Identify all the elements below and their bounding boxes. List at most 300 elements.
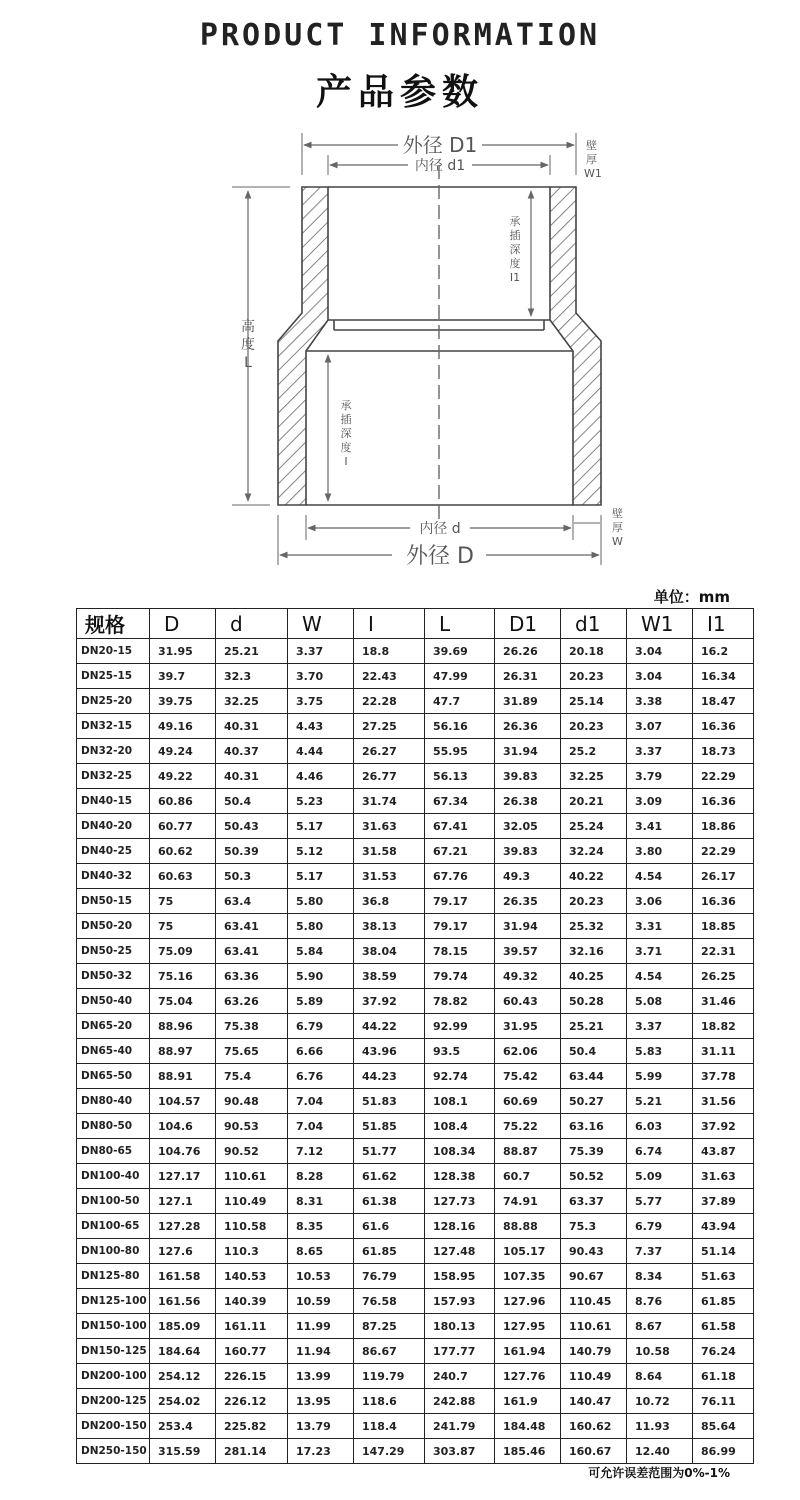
value-cell: 22.29 — [693, 764, 754, 789]
socket-depth-bottom-2: 插 — [340, 413, 352, 426]
spec-cell: DN50-15 — [77, 889, 150, 914]
value-cell: 31.95 — [495, 1014, 561, 1039]
value-cell: 6.76 — [288, 1064, 354, 1089]
value-cell: 26.35 — [495, 889, 561, 914]
spec-cell: DN100-80 — [77, 1239, 150, 1264]
value-cell: 67.34 — [425, 789, 495, 814]
value-cell: 79.17 — [425, 889, 495, 914]
column-header: W — [288, 609, 354, 639]
value-cell: 160.62 — [561, 1414, 627, 1439]
value-cell: 93.5 — [425, 1039, 495, 1064]
value-cell: 63.16 — [561, 1114, 627, 1139]
left-wall — [278, 187, 328, 505]
table-row — [77, 1314, 754, 1339]
value-cell: 18.73 — [693, 739, 754, 764]
value-cell: 39.83 — [495, 839, 561, 864]
table-row — [77, 664, 754, 689]
value-cell: 16.34 — [693, 664, 754, 689]
value-cell: 10.58 — [627, 1339, 693, 1364]
value-cell: 86.67 — [354, 1339, 425, 1364]
table-row — [77, 1114, 754, 1139]
value-cell: 50.43 — [216, 814, 288, 839]
column-header: 规格 — [77, 609, 150, 639]
value-cell: 108.4 — [425, 1114, 495, 1139]
value-cell: 78.82 — [425, 989, 495, 1014]
value-cell: 10.53 — [288, 1264, 354, 1289]
value-cell: 107.35 — [495, 1264, 561, 1289]
spec-cell: DN40-20 — [77, 814, 150, 839]
value-cell: 60.62 — [150, 839, 216, 864]
value-cell: 26.25 — [693, 964, 754, 989]
table-row — [77, 1239, 754, 1264]
value-cell: 161.58 — [150, 1264, 216, 1289]
value-cell: 43.94 — [693, 1214, 754, 1239]
value-cell: 75.22 — [495, 1114, 561, 1139]
value-cell: 32.16 — [561, 939, 627, 964]
value-cell: 110.58 — [216, 1214, 288, 1239]
height-label-2: 度 — [241, 337, 255, 353]
value-cell: 108.34 — [425, 1139, 495, 1164]
value-cell: 56.13 — [425, 764, 495, 789]
value-cell: 32.05 — [495, 814, 561, 839]
value-cell: 60.77 — [150, 814, 216, 839]
value-cell: 4.46 — [288, 764, 354, 789]
value-cell: 60.69 — [495, 1089, 561, 1114]
value-cell: 140.53 — [216, 1264, 288, 1289]
value-cell: 75.4 — [216, 1064, 288, 1089]
spec-cell: DN65-50 — [77, 1064, 150, 1089]
value-cell: 38.59 — [354, 964, 425, 989]
value-cell: 16.36 — [693, 789, 754, 814]
value-cell: 5.99 — [627, 1064, 693, 1089]
value-cell: 226.15 — [216, 1364, 288, 1389]
value-cell: 90.67 — [561, 1264, 627, 1289]
value-cell: 3.38 — [627, 689, 693, 714]
table-row — [77, 639, 754, 664]
spec-cell: DN100-65 — [77, 1214, 150, 1239]
table-row — [77, 739, 754, 764]
value-cell: 26.36 — [495, 714, 561, 739]
table-row — [77, 1039, 754, 1064]
table-row — [77, 1139, 754, 1164]
value-cell: 51.85 — [354, 1114, 425, 1139]
value-cell: 3.41 — [627, 814, 693, 839]
value-cell: 3.07 — [627, 714, 693, 739]
value-cell: 49.24 — [150, 739, 216, 764]
value-cell: 51.14 — [693, 1239, 754, 1264]
value-cell: 50.4 — [561, 1039, 627, 1064]
value-cell: 184.48 — [495, 1414, 561, 1439]
table-row — [77, 789, 754, 814]
value-cell: 63.36 — [216, 964, 288, 989]
value-cell: 44.23 — [354, 1064, 425, 1089]
value-cell: 110.49 — [561, 1364, 627, 1389]
value-cell: 22.28 — [354, 689, 425, 714]
spec-cell: DN20-15 — [77, 639, 150, 664]
column-header: W1 — [627, 609, 693, 639]
value-cell: 40.37 — [216, 739, 288, 764]
table-row — [77, 914, 754, 939]
value-cell: 118.4 — [354, 1414, 425, 1439]
value-cell: 38.04 — [354, 939, 425, 964]
inner-dia-top-label: 内径 d1 — [414, 158, 466, 174]
spec-cell: DN125-80 — [77, 1264, 150, 1289]
value-cell: 3.04 — [627, 639, 693, 664]
spec-cell: DN50-25 — [77, 939, 150, 964]
value-cell: 5.77 — [627, 1189, 693, 1214]
reducer-diagram — [0, 125, 800, 585]
spec-cell: DN40-32 — [77, 864, 150, 889]
column-header: I — [354, 609, 425, 639]
value-cell: 37.92 — [693, 1114, 754, 1139]
column-header: I1 — [693, 609, 754, 639]
value-cell: 5.23 — [288, 789, 354, 814]
value-cell: 40.31 — [216, 764, 288, 789]
table-row — [77, 1289, 754, 1314]
value-cell: 11.93 — [627, 1414, 693, 1439]
socket-depth-bottom-4: 度 — [340, 441, 352, 454]
value-cell: 119.79 — [354, 1364, 425, 1389]
value-cell: 5.89 — [288, 989, 354, 1014]
value-cell: 6.03 — [627, 1114, 693, 1139]
value-cell: 67.21 — [425, 839, 495, 864]
column-header: D1 — [495, 609, 561, 639]
table-row — [77, 1339, 754, 1364]
column-header: D — [150, 609, 216, 639]
value-cell: 140.47 — [561, 1389, 627, 1414]
value-cell: 67.41 — [425, 814, 495, 839]
value-cell: 31.74 — [354, 789, 425, 814]
value-cell: 105.17 — [495, 1239, 561, 1264]
socket-depth-top-5: I1 — [509, 271, 521, 284]
value-cell: 50.4 — [216, 789, 288, 814]
value-cell: 60.63 — [150, 864, 216, 889]
value-cell: 8.76 — [627, 1289, 693, 1314]
value-cell: 37.92 — [354, 989, 425, 1014]
value-cell: 51.77 — [354, 1139, 425, 1164]
value-cell: 118.6 — [354, 1389, 425, 1414]
value-cell: 88.91 — [150, 1064, 216, 1089]
table-row — [77, 1214, 754, 1239]
value-cell: 184.64 — [150, 1339, 216, 1364]
value-cell: 62.06 — [495, 1039, 561, 1064]
value-cell: 161.9 — [495, 1389, 561, 1414]
value-cell: 3.37 — [627, 739, 693, 764]
table-row — [77, 1064, 754, 1089]
value-cell: 63.4 — [216, 889, 288, 914]
value-cell: 7.37 — [627, 1239, 693, 1264]
value-cell: 61.6 — [354, 1214, 425, 1239]
value-cell: 43.87 — [693, 1139, 754, 1164]
value-cell: 185.09 — [150, 1314, 216, 1339]
value-cell: 158.95 — [425, 1264, 495, 1289]
value-cell: 47.99 — [425, 664, 495, 689]
value-cell: 60.86 — [150, 789, 216, 814]
value-cell: 127.48 — [425, 1239, 495, 1264]
value-cell: 60.7 — [495, 1164, 561, 1189]
value-cell: 79.74 — [425, 964, 495, 989]
value-cell: 51.63 — [693, 1264, 754, 1289]
value-cell: 39.69 — [425, 639, 495, 664]
value-cell: 90.43 — [561, 1239, 627, 1264]
value-cell: 92.74 — [425, 1064, 495, 1089]
value-cell: 177.77 — [425, 1339, 495, 1364]
value-cell: 127.1 — [150, 1189, 216, 1214]
value-cell: 127.6 — [150, 1239, 216, 1264]
value-cell: 40.31 — [216, 714, 288, 739]
value-cell: 75 — [150, 889, 216, 914]
height-label-3: L — [244, 355, 252, 371]
value-cell: 39.75 — [150, 689, 216, 714]
value-cell: 5.08 — [627, 989, 693, 1014]
value-cell: 51.83 — [354, 1089, 425, 1114]
value-cell: 13.95 — [288, 1389, 354, 1414]
value-cell: 127.73 — [425, 1189, 495, 1214]
value-cell: 11.99 — [288, 1314, 354, 1339]
value-cell: 75 — [150, 914, 216, 939]
value-cell: 26.77 — [354, 764, 425, 789]
value-cell: 26.27 — [354, 739, 425, 764]
value-cell: 226.12 — [216, 1389, 288, 1414]
value-cell: 242.88 — [425, 1389, 495, 1414]
value-cell: 22.29 — [693, 839, 754, 864]
value-cell: 37.89 — [693, 1189, 754, 1214]
value-cell: 3.37 — [627, 1014, 693, 1039]
outer-dia-top-label: 外径 D1 — [402, 133, 478, 157]
value-cell: 31.58 — [354, 839, 425, 864]
spec-cell: DN125-100 — [77, 1289, 150, 1314]
table-row — [77, 964, 754, 989]
value-cell: 8.31 — [288, 1189, 354, 1214]
value-cell: 161.94 — [495, 1339, 561, 1364]
value-cell: 18.82 — [693, 1014, 754, 1039]
value-cell: 61.85 — [354, 1239, 425, 1264]
value-cell: 17.23 — [288, 1439, 354, 1464]
inner-dia-bottom-label: 内径 d — [419, 521, 461, 537]
value-cell: 61.18 — [693, 1364, 754, 1389]
table-row — [77, 1389, 754, 1414]
value-cell: 44.22 — [354, 1014, 425, 1039]
value-cell: 26.17 — [693, 864, 754, 889]
value-cell: 32.24 — [561, 839, 627, 864]
value-cell: 225.82 — [216, 1414, 288, 1439]
value-cell: 5.84 — [288, 939, 354, 964]
value-cell: 20.23 — [561, 664, 627, 689]
value-cell: 61.85 — [693, 1289, 754, 1314]
value-cell: 25.2 — [561, 739, 627, 764]
outer-dia-bottom-label: 外径 D — [406, 544, 474, 569]
value-cell: 40.22 — [561, 864, 627, 889]
value-cell: 92.99 — [425, 1014, 495, 1039]
value-cell: 63.26 — [216, 989, 288, 1014]
value-cell: 3.31 — [627, 914, 693, 939]
table-row — [77, 1189, 754, 1214]
value-cell: 104.57 — [150, 1089, 216, 1114]
value-cell: 3.06 — [627, 889, 693, 914]
value-cell: 5.80 — [288, 889, 354, 914]
spec-cell: DN200-125 — [77, 1389, 150, 1414]
value-cell: 127.76 — [495, 1364, 561, 1389]
value-cell: 31.46 — [693, 989, 754, 1014]
value-cell: 6.74 — [627, 1139, 693, 1164]
table-row — [77, 689, 754, 714]
wall-w-label-1: 壁 — [612, 507, 623, 520]
value-cell: 40.25 — [561, 964, 627, 989]
value-cell: 20.21 — [561, 789, 627, 814]
value-cell: 49.16 — [150, 714, 216, 739]
value-cell: 25.24 — [561, 814, 627, 839]
value-cell: 104.76 — [150, 1139, 216, 1164]
value-cell: 75.38 — [216, 1014, 288, 1039]
column-header: d1 — [561, 609, 627, 639]
value-cell: 315.59 — [150, 1439, 216, 1464]
value-cell: 11.94 — [288, 1339, 354, 1364]
value-cell: 55.95 — [425, 739, 495, 764]
socket-depth-bottom-5: I — [344, 455, 348, 468]
value-cell: 39.7 — [150, 664, 216, 689]
value-cell: 254.12 — [150, 1364, 216, 1389]
socket-depth-bottom-3: 深 — [340, 427, 352, 440]
table-row — [77, 989, 754, 1014]
value-cell: 88.96 — [150, 1014, 216, 1039]
value-cell: 127.17 — [150, 1164, 216, 1189]
value-cell: 140.79 — [561, 1339, 627, 1364]
wall-w-label-3: W — [612, 535, 623, 548]
value-cell: 4.54 — [627, 864, 693, 889]
value-cell: 18.86 — [693, 814, 754, 839]
value-cell: 160.67 — [561, 1439, 627, 1464]
value-cell: 49.22 — [150, 764, 216, 789]
value-cell: 253.4 — [150, 1414, 216, 1439]
value-cell: 108.1 — [425, 1089, 495, 1114]
value-cell: 27.25 — [354, 714, 425, 739]
value-cell: 6.79 — [627, 1214, 693, 1239]
value-cell: 25.32 — [561, 914, 627, 939]
unit-label: 单位：mm — [653, 588, 730, 606]
value-cell: 32.3 — [216, 664, 288, 689]
value-cell: 75.3 — [561, 1214, 627, 1239]
value-cell: 63.41 — [216, 939, 288, 964]
value-cell: 127.28 — [150, 1214, 216, 1239]
value-cell: 75.16 — [150, 964, 216, 989]
value-cell: 79.17 — [425, 914, 495, 939]
spec-cell: DN40-25 — [77, 839, 150, 864]
spec-cell: DN50-40 — [77, 989, 150, 1014]
value-cell: 31.53 — [354, 864, 425, 889]
table-row — [77, 1364, 754, 1389]
value-cell: 147.29 — [354, 1439, 425, 1464]
spec-cell: DN150-125 — [77, 1339, 150, 1364]
spec-cell: DN200-100 — [77, 1364, 150, 1389]
table-row — [77, 939, 754, 964]
value-cell: 20.18 — [561, 639, 627, 664]
value-cell: 128.38 — [425, 1164, 495, 1189]
value-cell: 5.83 — [627, 1039, 693, 1064]
table-row — [77, 1089, 754, 1114]
value-cell: 43.96 — [354, 1039, 425, 1064]
wall-w1-label-1: 壁 — [586, 139, 597, 152]
value-cell: 32.25 — [216, 689, 288, 714]
value-cell: 8.64 — [627, 1364, 693, 1389]
value-cell: 74.91 — [495, 1189, 561, 1214]
value-cell: 3.79 — [627, 764, 693, 789]
value-cell: 63.44 — [561, 1064, 627, 1089]
value-cell: 5.17 — [288, 814, 354, 839]
value-cell: 160.77 — [216, 1339, 288, 1364]
value-cell: 22.43 — [354, 664, 425, 689]
value-cell: 25.21 — [561, 1014, 627, 1039]
value-cell: 18.8 — [354, 639, 425, 664]
value-cell: 63.37 — [561, 1189, 627, 1214]
value-cell: 39.57 — [495, 939, 561, 964]
value-cell: 161.56 — [150, 1289, 216, 1314]
wall-w-label-2: 厚 — [612, 521, 623, 534]
value-cell: 76.79 — [354, 1264, 425, 1289]
value-cell: 76.11 — [693, 1389, 754, 1414]
value-cell: 7.12 — [288, 1139, 354, 1164]
value-cell: 8.34 — [627, 1264, 693, 1289]
spec-table — [76, 608, 754, 1464]
wall-w1-label-2: 厚 — [586, 153, 597, 166]
value-cell: 36.8 — [354, 889, 425, 914]
table-row — [77, 1264, 754, 1289]
spec-cell: DN150-100 — [77, 1314, 150, 1339]
value-cell: 5.17 — [288, 864, 354, 889]
socket-depth-top-3: 深 — [509, 243, 521, 256]
value-cell: 50.28 — [561, 989, 627, 1014]
table-row — [77, 839, 754, 864]
value-cell: 31.95 — [150, 639, 216, 664]
socket-depth-bottom-1: 承 — [340, 399, 352, 412]
spec-cell: DN80-50 — [77, 1114, 150, 1139]
value-cell: 32.25 — [561, 764, 627, 789]
value-cell: 3.75 — [288, 689, 354, 714]
spec-cell: DN80-40 — [77, 1089, 150, 1114]
value-cell: 8.65 — [288, 1239, 354, 1264]
value-cell: 110.61 — [216, 1164, 288, 1189]
value-cell: 90.48 — [216, 1089, 288, 1114]
value-cell: 4.54 — [627, 964, 693, 989]
value-cell: 4.43 — [288, 714, 354, 739]
value-cell: 12.40 — [627, 1439, 693, 1464]
socket-depth-top-1: 承 — [509, 215, 521, 228]
value-cell: 16.2 — [693, 639, 754, 664]
value-cell: 20.23 — [561, 889, 627, 914]
value-cell: 157.93 — [425, 1289, 495, 1314]
value-cell: 87.25 — [354, 1314, 425, 1339]
spec-cell: DN50-32 — [77, 964, 150, 989]
table-row — [77, 864, 754, 889]
value-cell: 8.28 — [288, 1164, 354, 1189]
value-cell: 88.97 — [150, 1039, 216, 1064]
spec-cell: DN25-15 — [77, 664, 150, 689]
value-cell: 18.85 — [693, 914, 754, 939]
value-cell: 4.44 — [288, 739, 354, 764]
value-cell: 31.56 — [693, 1089, 754, 1114]
column-header: d — [216, 609, 288, 639]
value-cell: 49.3 — [495, 864, 561, 889]
value-cell: 31.89 — [495, 689, 561, 714]
table-row — [77, 1164, 754, 1189]
value-cell: 75.65 — [216, 1039, 288, 1064]
value-cell: 50.52 — [561, 1164, 627, 1189]
table-row — [77, 1439, 754, 1464]
spec-cell: DN32-25 — [77, 764, 150, 789]
column-header: L — [425, 609, 495, 639]
value-cell: 8.67 — [627, 1314, 693, 1339]
value-cell: 31.63 — [693, 1164, 754, 1189]
spec-cell: DN65-40 — [77, 1039, 150, 1064]
